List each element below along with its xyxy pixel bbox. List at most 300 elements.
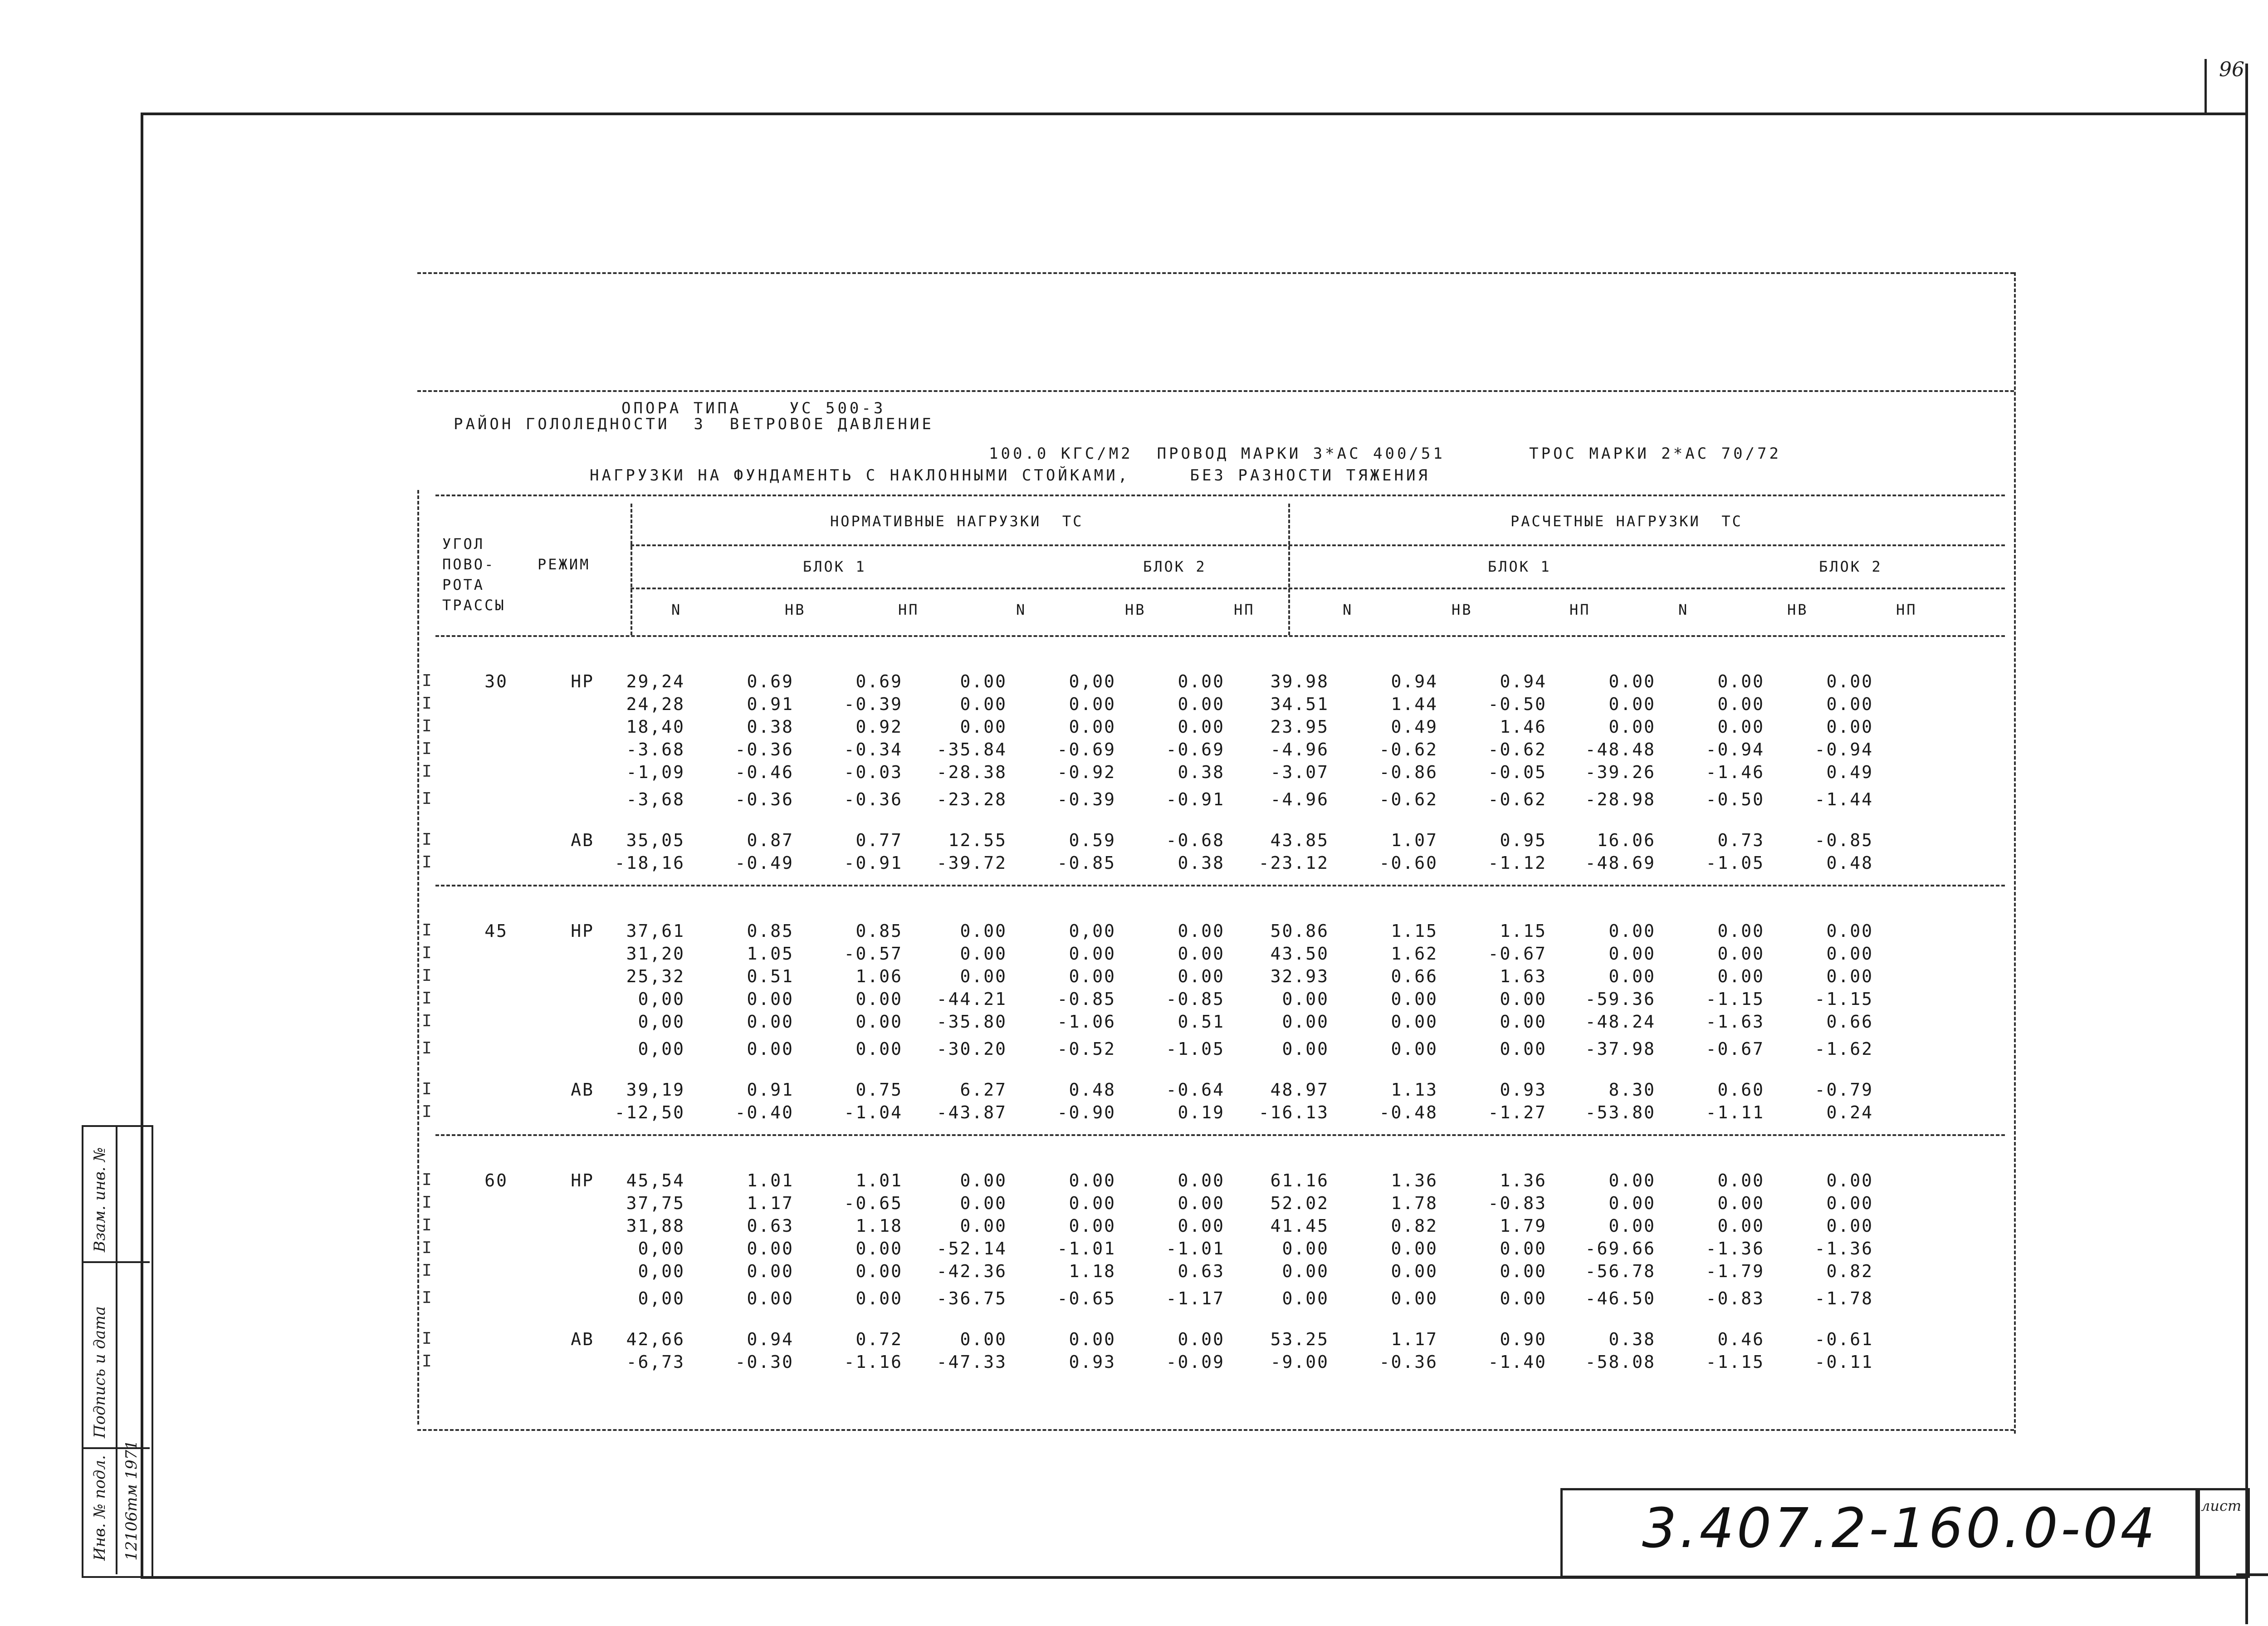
row-margin-marker: I bbox=[422, 830, 432, 849]
table-cell: 0.95 bbox=[1500, 830, 1547, 850]
table-cell: 0.91 bbox=[747, 1080, 794, 1100]
table-cell: -1.36 bbox=[1814, 1239, 1873, 1259]
table-cell: 0.00 bbox=[1069, 1193, 1116, 1213]
table-cell: 25,32 bbox=[626, 966, 685, 986]
row-margin-marker: I bbox=[422, 1216, 432, 1234]
table-cell: 1.46 bbox=[1500, 717, 1547, 737]
side-inv-label: Инв. № подл. bbox=[91, 1455, 109, 1561]
table-cell: 0.00 bbox=[1069, 717, 1116, 737]
table-cell: -0.85 bbox=[1057, 989, 1116, 1009]
table-cell: -58.08 bbox=[1585, 1352, 1656, 1372]
row-margin-marker: I bbox=[422, 762, 432, 781]
table-cell: 0,00 bbox=[638, 1039, 685, 1059]
table-cell: -0.85 bbox=[1057, 853, 1116, 873]
table-cell: -1.16 bbox=[844, 1352, 903, 1372]
table-cell: 0.00 bbox=[1826, 1216, 1873, 1236]
row-margin-marker: I bbox=[422, 1329, 432, 1348]
table-cell: -42.36 bbox=[936, 1261, 1007, 1281]
table-cell: 0.00 bbox=[1717, 694, 1765, 714]
table-cell: 0.00 bbox=[855, 1239, 903, 1259]
table-cell: -0.36 bbox=[1379, 1352, 1438, 1372]
table-cell: 43.85 bbox=[1270, 830, 1329, 850]
col-mode: РЕЖИМ bbox=[538, 556, 591, 573]
angle-value: 60 bbox=[484, 1171, 508, 1190]
table-cell: 0.00 bbox=[1178, 1193, 1225, 1213]
mode-value: АВ bbox=[571, 1329, 594, 1349]
table-cell: 1.01 bbox=[855, 1171, 903, 1190]
table-cell: 0.00 bbox=[1500, 1039, 1547, 1059]
table-cell: 0.00 bbox=[1608, 944, 1656, 964]
table-cell: -48.69 bbox=[1585, 853, 1656, 873]
side-replace-label: Взам. инв. № bbox=[91, 1147, 109, 1252]
table-cell: 0.00 bbox=[1608, 671, 1656, 691]
col-n-2: N bbox=[1016, 601, 1027, 618]
table-cell: -0.48 bbox=[1379, 1102, 1438, 1122]
table-cell: -0.62 bbox=[1488, 789, 1547, 809]
col-nv-4: НВ bbox=[1787, 601, 1809, 618]
row-margin-marker: I bbox=[422, 944, 432, 962]
table-cell: 0.00 bbox=[1282, 1261, 1329, 1281]
group-separator-2 bbox=[435, 1134, 2005, 1136]
table-cell: 0.00 bbox=[1608, 921, 1656, 941]
table-cell: -1.01 bbox=[1057, 1239, 1116, 1259]
table-cell: 0.00 bbox=[1178, 944, 1225, 964]
table-cell: -0.67 bbox=[1488, 944, 1547, 964]
table-cell: -0.50 bbox=[1706, 789, 1765, 809]
table-cell: 0.00 bbox=[1717, 717, 1765, 737]
table-cell: -3.07 bbox=[1270, 762, 1329, 782]
table-cell: -1,09 bbox=[626, 762, 685, 782]
table-cell: 0.85 bbox=[747, 921, 794, 941]
table-cell: 0.38 bbox=[1608, 1329, 1656, 1349]
table-cell: 1.06 bbox=[855, 966, 903, 986]
table-cell: -0.65 bbox=[844, 1193, 903, 1213]
table-cell: 32.93 bbox=[1270, 966, 1329, 986]
table-cell: 0.00 bbox=[1069, 1329, 1116, 1349]
table-cell: 0.00 bbox=[1178, 966, 1225, 986]
table-cell: -0.83 bbox=[1706, 1288, 1765, 1308]
table-cell: -1.05 bbox=[1706, 853, 1765, 873]
table-cell: 0.75 bbox=[855, 1080, 903, 1100]
table-cell: -0.69 bbox=[1057, 740, 1116, 759]
table-cell: 0.00 bbox=[1069, 1171, 1116, 1190]
table-cell: 1.15 bbox=[1500, 921, 1547, 941]
table-cell: -1.15 bbox=[1706, 989, 1765, 1009]
table-cell: 0.00 bbox=[1717, 1171, 1765, 1190]
table-cell: 0.00 bbox=[1178, 717, 1225, 737]
table-cell: 29,24 bbox=[626, 671, 685, 691]
table-cell: 0.93 bbox=[1069, 1352, 1116, 1372]
table-cell: 1.36 bbox=[1500, 1171, 1547, 1190]
table-cell: 0.77 bbox=[855, 830, 903, 850]
table-cell: -0.46 bbox=[735, 762, 794, 782]
table-cell: -0.50 bbox=[1488, 694, 1547, 714]
table-cell: -0.67 bbox=[1706, 1039, 1765, 1059]
col-np-4: НП bbox=[1896, 601, 1917, 618]
table-cell: 0.00 bbox=[1826, 717, 1873, 737]
table-cell: 0.00 bbox=[1500, 989, 1547, 1009]
table-cell: 34.51 bbox=[1270, 694, 1329, 714]
table-cell: 1.13 bbox=[1391, 1080, 1438, 1100]
table-cell: 0,00 bbox=[638, 1239, 685, 1259]
col-nv-2: НВ bbox=[1125, 601, 1146, 618]
table-cell: 43.50 bbox=[1270, 944, 1329, 964]
col-des-block2: БЛОК 2 bbox=[1819, 558, 1882, 575]
col-nv-1: НВ bbox=[785, 601, 806, 618]
table-cell: -1.63 bbox=[1706, 1012, 1765, 1032]
mode-value: НР bbox=[571, 921, 594, 941]
table-cell: 31,20 bbox=[626, 944, 685, 964]
table-cell: -0.62 bbox=[1379, 740, 1438, 759]
table-cell: 0.48 bbox=[1069, 1080, 1116, 1100]
table-cell: 0.00 bbox=[1500, 1012, 1547, 1032]
side-stamp-divider-v bbox=[116, 1125, 117, 1574]
page-number: 96 bbox=[2219, 58, 2244, 81]
table-cell: 0,00 bbox=[1069, 671, 1116, 691]
table-cell: 0.00 bbox=[1826, 694, 1873, 714]
table-cell: 0.93 bbox=[1500, 1080, 1547, 1100]
table-cell: -69.66 bbox=[1585, 1239, 1656, 1259]
table-cell: 0.00 bbox=[1391, 1039, 1438, 1059]
table-cell: 0,00 bbox=[638, 1012, 685, 1032]
table-cell: 0.66 bbox=[1826, 1012, 1873, 1032]
table-cell: 0.00 bbox=[1717, 944, 1765, 964]
table-cell: -0.11 bbox=[1814, 1352, 1873, 1372]
frame-right-edge bbox=[2245, 64, 2248, 1624]
table-cell: -0.34 bbox=[844, 740, 903, 759]
table-cell: 0.00 bbox=[1826, 966, 1873, 986]
table-cell: -0.92 bbox=[1057, 762, 1116, 782]
table-cell: 0.00 bbox=[855, 1039, 903, 1059]
table-cell: 0.00 bbox=[1500, 1261, 1547, 1281]
col-design: РАСЧЕТНЫЕ НАГРУЗКИ ТС bbox=[1510, 513, 1743, 530]
table-cell: 0.00 bbox=[747, 1239, 794, 1259]
table-cell: 0.51 bbox=[747, 966, 794, 986]
table-cell: 0.00 bbox=[1826, 921, 1873, 941]
table-cell: 45,54 bbox=[626, 1171, 685, 1190]
table-cell: -47.33 bbox=[936, 1352, 1007, 1372]
angle-value: 30 bbox=[484, 671, 508, 691]
table-cell: 0.00 bbox=[960, 1329, 1007, 1349]
table-cell: -1.15 bbox=[1814, 989, 1873, 1009]
table-cell: -0.52 bbox=[1057, 1039, 1116, 1059]
table-cell: -1.15 bbox=[1706, 1352, 1765, 1372]
table-cell: -0.69 bbox=[1166, 740, 1225, 759]
row-margin-marker: I bbox=[422, 740, 432, 758]
table-cell: -0.61 bbox=[1814, 1329, 1873, 1349]
table-cell: 0.94 bbox=[747, 1329, 794, 1349]
side-stamp-divider-1 bbox=[82, 1261, 150, 1263]
col-normative: НОРМАТИВНЫЕ НАГРУЗКИ ТС bbox=[830, 513, 1084, 530]
row-margin-marker: I bbox=[422, 1261, 432, 1280]
table-cell: 0.00 bbox=[960, 1193, 1007, 1213]
table-cell: -53.80 bbox=[1585, 1102, 1656, 1122]
table-cell: 0.00 bbox=[1178, 671, 1225, 691]
table-cell: -0.94 bbox=[1706, 740, 1765, 759]
table-cell: -48.24 bbox=[1585, 1012, 1656, 1032]
table-cell: 39,19 bbox=[626, 1080, 685, 1100]
table-cell: 0.49 bbox=[1826, 762, 1873, 782]
table-cell: 0.00 bbox=[1391, 1261, 1438, 1281]
table-cell: 0.00 bbox=[747, 1288, 794, 1308]
row-margin-marker: I bbox=[422, 989, 432, 1008]
drawing-code: 3.407.2-160.0-04 bbox=[1642, 1497, 2158, 1560]
table-cell: 0.00 bbox=[1391, 1012, 1438, 1032]
table-cell: -4.96 bbox=[1270, 740, 1329, 759]
group-separator-1 bbox=[435, 885, 2005, 886]
table-cell: 0.00 bbox=[1608, 1171, 1656, 1190]
table-cell: -0.68 bbox=[1166, 830, 1225, 850]
table-cell: -23.12 bbox=[1258, 853, 1329, 873]
table-cell: -52.14 bbox=[936, 1239, 1007, 1259]
table-cell: 52.02 bbox=[1270, 1193, 1329, 1213]
table-cell: 0.00 bbox=[1282, 1288, 1329, 1308]
table-cell: -0.30 bbox=[735, 1352, 794, 1372]
table-cell: 0.91 bbox=[747, 694, 794, 714]
table-cell: 0.00 bbox=[747, 1012, 794, 1032]
table-cell: -12,50 bbox=[614, 1102, 685, 1122]
row-margin-marker: I bbox=[422, 1171, 432, 1189]
table-cell: -1.27 bbox=[1488, 1102, 1547, 1122]
table-cell: -0.57 bbox=[844, 944, 903, 964]
table-cell: -16.13 bbox=[1258, 1102, 1329, 1122]
table-cell: -0.39 bbox=[844, 694, 903, 714]
table-cell: -39.26 bbox=[1585, 762, 1656, 782]
table-cell: 0.63 bbox=[747, 1216, 794, 1236]
table-cell: -0.03 bbox=[844, 762, 903, 782]
table-cell: -35.84 bbox=[936, 740, 1007, 759]
table-cell: 0.48 bbox=[1826, 853, 1873, 873]
table-cell: -9.00 bbox=[1270, 1352, 1329, 1372]
table-cell: 39.98 bbox=[1270, 671, 1329, 691]
table-cell: 23.95 bbox=[1270, 717, 1329, 737]
table-cell: -23.28 bbox=[936, 789, 1007, 809]
table-cell: 1.36 bbox=[1391, 1171, 1438, 1190]
table-cell: 0.63 bbox=[1178, 1261, 1225, 1281]
table-cell: -37.98 bbox=[1585, 1039, 1656, 1059]
mode-value: АВ bbox=[571, 830, 594, 850]
row-margin-marker: I bbox=[422, 717, 432, 735]
table-bottom-border bbox=[417, 1429, 2014, 1431]
table-cell: -44.21 bbox=[936, 989, 1007, 1009]
table-cell: 0.00 bbox=[1500, 1288, 1547, 1308]
table-cell: 0.00 bbox=[1608, 966, 1656, 986]
table-cell: 0.49 bbox=[1391, 717, 1438, 737]
col-norm-block1: БЛОК 1 bbox=[803, 558, 866, 575]
table-header-border bbox=[417, 390, 2014, 392]
table-cell: 0.00 bbox=[1826, 944, 1873, 964]
table-cell: 0.00 bbox=[1500, 1239, 1547, 1259]
table-cell: 0.82 bbox=[1826, 1261, 1873, 1281]
table-cell: 50.86 bbox=[1270, 921, 1329, 941]
table-cell: 1.17 bbox=[747, 1193, 794, 1213]
table-cell: 48.97 bbox=[1270, 1080, 1329, 1100]
table-cell: -1.11 bbox=[1706, 1102, 1765, 1122]
table-cell: 41.45 bbox=[1270, 1216, 1329, 1236]
table-cell: -1.17 bbox=[1166, 1288, 1225, 1308]
table-cell: -0.64 bbox=[1166, 1080, 1225, 1100]
side-inv-value: 12106тм 1971 bbox=[122, 1440, 141, 1561]
table-cell: 16.06 bbox=[1597, 830, 1656, 850]
table-cell: -1.79 bbox=[1706, 1261, 1765, 1281]
table-cell: -0.85 bbox=[1166, 989, 1225, 1009]
table-cell: -43.87 bbox=[936, 1102, 1007, 1122]
table-left-border bbox=[417, 490, 419, 1425]
table-cell: 0.38 bbox=[1178, 762, 1225, 782]
table-cell: 0.00 bbox=[1391, 989, 1438, 1009]
table-cell: -1.62 bbox=[1814, 1039, 1873, 1059]
table-right-border bbox=[2014, 272, 2016, 1434]
table-cell: 0.00 bbox=[747, 989, 794, 1009]
table-cell: 0.66 bbox=[1391, 966, 1438, 986]
header-rule-3 bbox=[631, 588, 2005, 589]
header-rule-1 bbox=[435, 495, 2005, 496]
table-cell: 31,88 bbox=[626, 1216, 685, 1236]
table-cell: 6.27 bbox=[960, 1080, 1007, 1100]
table-cell: 0.94 bbox=[1500, 671, 1547, 691]
table-cell: 0.94 bbox=[1391, 671, 1438, 691]
table-cell: 0.00 bbox=[1717, 921, 1765, 941]
table-cell: 0.92 bbox=[855, 717, 903, 737]
table-cell: 0.00 bbox=[1717, 1216, 1765, 1236]
row-margin-marker: I bbox=[422, 1193, 432, 1212]
table-cell: 0.00 bbox=[1178, 1329, 1225, 1349]
row-margin-marker: I bbox=[422, 921, 432, 940]
table-cell: 0.00 bbox=[960, 1171, 1007, 1190]
table-cell: -0.62 bbox=[1379, 789, 1438, 809]
table-top-border bbox=[417, 272, 2014, 274]
table-cell: 0.00 bbox=[960, 944, 1007, 964]
table-cell: 0.00 bbox=[1608, 694, 1656, 714]
table-cell: 0,00 bbox=[1069, 921, 1116, 941]
table-cell: 0.90 bbox=[1500, 1329, 1547, 1349]
row-margin-marker: I bbox=[422, 1012, 432, 1030]
table-cell: 0.00 bbox=[1608, 1193, 1656, 1213]
table-cell: 0.00 bbox=[960, 966, 1007, 986]
table-cell: 0.00 bbox=[1826, 1171, 1873, 1190]
table-cell: -0.40 bbox=[735, 1102, 794, 1122]
header-divider-mode bbox=[631, 504, 632, 635]
table-cell: -1.12 bbox=[1488, 853, 1547, 873]
table-cell: -0.79 bbox=[1814, 1080, 1873, 1100]
table-cell: 0.00 bbox=[747, 1039, 794, 1059]
table-cell: 61.16 bbox=[1270, 1171, 1329, 1190]
table-cell: -39.72 bbox=[936, 853, 1007, 873]
table-cell: 0.82 bbox=[1391, 1216, 1438, 1236]
col-nv-3: НВ bbox=[1452, 601, 1473, 618]
table-cell: -28.38 bbox=[936, 762, 1007, 782]
table-cell: 0.00 bbox=[855, 1288, 903, 1308]
table-cell: -3,68 bbox=[626, 789, 685, 809]
table-cell: 18,40 bbox=[626, 717, 685, 737]
table-cell: 12.55 bbox=[948, 830, 1007, 850]
table-cell: 0.38 bbox=[1178, 853, 1225, 873]
col-n-4: N bbox=[1678, 601, 1689, 618]
table-cell: 0.19 bbox=[1178, 1102, 1225, 1122]
header-rule-2 bbox=[631, 544, 2005, 546]
col-des-block1: БЛОК 1 bbox=[1488, 558, 1551, 575]
table-cell: -0.90 bbox=[1057, 1102, 1116, 1122]
table-cell: 53.25 bbox=[1270, 1329, 1329, 1349]
table-cell: 8.30 bbox=[1608, 1080, 1656, 1100]
table-cell: -0.85 bbox=[1814, 830, 1873, 850]
row-margin-marker: I bbox=[422, 1039, 432, 1058]
row-margin-marker: I bbox=[422, 694, 432, 713]
table-cell: 0.00 bbox=[1069, 944, 1116, 964]
table-cell: -0.39 bbox=[1057, 789, 1116, 809]
table-cell: 1.15 bbox=[1391, 921, 1438, 941]
table-cell: -4.96 bbox=[1270, 789, 1329, 809]
table-cell: 0.69 bbox=[855, 671, 903, 691]
row-margin-marker: I bbox=[422, 1352, 432, 1371]
table-cell: -0.49 bbox=[735, 853, 794, 873]
table-cell: -0.36 bbox=[844, 789, 903, 809]
table-cell: -0.60 bbox=[1379, 853, 1438, 873]
table-cell: -59.36 bbox=[1585, 989, 1656, 1009]
table-cell: 1.78 bbox=[1391, 1193, 1438, 1213]
table-cell: -0.86 bbox=[1379, 762, 1438, 782]
angle-value: 45 bbox=[484, 921, 508, 941]
row-margin-marker: I bbox=[422, 789, 432, 808]
sheet-label: лист bbox=[2201, 1497, 2242, 1514]
table-cell: -30.20 bbox=[936, 1039, 1007, 1059]
table-cell: -28.98 bbox=[1585, 789, 1656, 809]
table-cell: 0.72 bbox=[855, 1329, 903, 1349]
table-cell: 0.00 bbox=[1826, 1193, 1873, 1213]
header-divider-design bbox=[1288, 504, 1290, 635]
table-cell: 0.51 bbox=[1178, 1012, 1225, 1032]
table-cell: 0.00 bbox=[855, 989, 903, 1009]
table-cell: 0.00 bbox=[1717, 966, 1765, 986]
table-cell: 1.18 bbox=[855, 1216, 903, 1236]
table-cell: -0.36 bbox=[735, 740, 794, 759]
table-cell: -0.36 bbox=[735, 789, 794, 809]
row-margin-marker: I bbox=[422, 853, 432, 872]
table-cell: 0.00 bbox=[960, 921, 1007, 941]
table-cell: 0.00 bbox=[1178, 1216, 1225, 1236]
table-cell: 1.05 bbox=[747, 944, 794, 964]
table-cell: 1.44 bbox=[1391, 694, 1438, 714]
table-cell: 0.00 bbox=[1282, 989, 1329, 1009]
page-number-divider bbox=[2204, 59, 2207, 113]
mode-value: НР bbox=[571, 671, 594, 691]
col-n-3: N bbox=[1343, 601, 1354, 618]
table-cell: 0.00 bbox=[1391, 1288, 1438, 1308]
table-cell: -1.40 bbox=[1488, 1352, 1547, 1372]
table-cell: 0.00 bbox=[1826, 671, 1873, 691]
table-cell: -0.05 bbox=[1488, 762, 1547, 782]
header-rule-4 bbox=[435, 635, 2005, 637]
col-angle-1: УГОЛ bbox=[442, 535, 485, 553]
col-np-3: НП bbox=[1569, 601, 1591, 618]
table-cell: 0,00 bbox=[638, 1288, 685, 1308]
col-angle-2: ПОВО- bbox=[442, 556, 495, 573]
table-cell: 0.00 bbox=[960, 717, 1007, 737]
table-cell: -0.83 bbox=[1488, 1193, 1547, 1213]
table-cell: -0.91 bbox=[1166, 789, 1225, 809]
mode-value: НР bbox=[571, 1171, 594, 1190]
table-cell: 37,61 bbox=[626, 921, 685, 941]
col-norm-block2: БЛОК 2 bbox=[1143, 558, 1207, 575]
table-cell: 0.00 bbox=[1608, 717, 1656, 737]
table-cell: 0.60 bbox=[1717, 1080, 1765, 1100]
table-cell: 0.00 bbox=[1178, 1171, 1225, 1190]
table-cell: -36.75 bbox=[936, 1288, 1007, 1308]
table-cell: -1.36 bbox=[1706, 1239, 1765, 1259]
mode-value: АВ bbox=[571, 1080, 594, 1100]
table-cell: 0.00 bbox=[1178, 921, 1225, 941]
table-cell: 0.87 bbox=[747, 830, 794, 850]
